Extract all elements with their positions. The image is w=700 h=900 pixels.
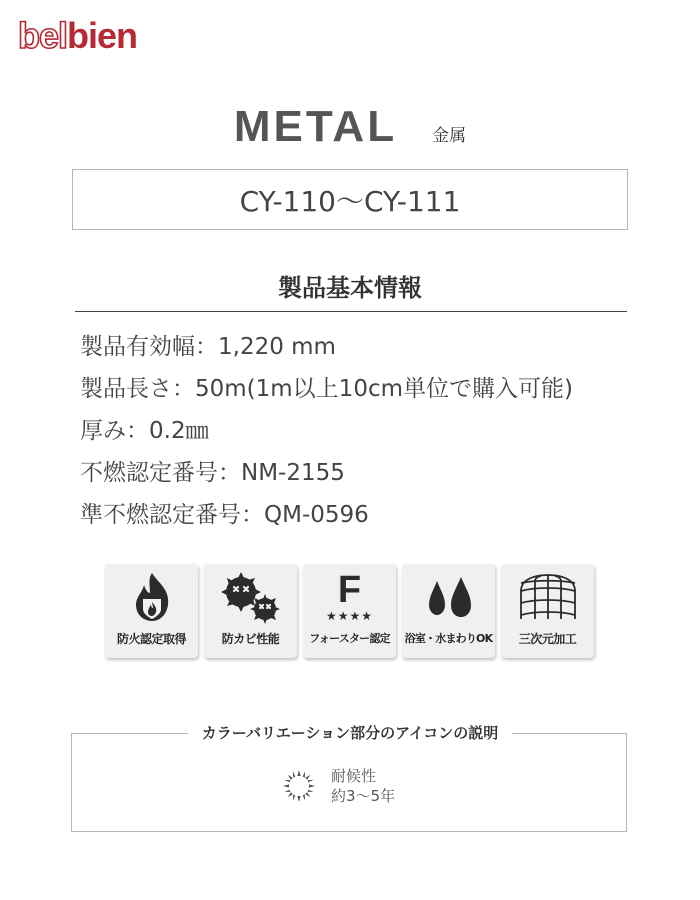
legend-value: 約3〜5年 [331, 787, 396, 805]
four-stars: ★★★★ [325, 609, 374, 623]
flame-shield-icon [128, 571, 176, 623]
feature-anti-mold [204, 564, 297, 658]
spec-fireproof-number: 不燃認定番号：NM-2155 [80, 460, 345, 486]
spec-list [80, 326, 573, 536]
feature-label: 浴室・水まわりOK [404, 632, 493, 645]
sunburst-icon [281, 768, 317, 804]
section-divider [75, 311, 627, 312]
feature-label: 三次元加工 [518, 632, 577, 646]
legend-text [331, 766, 395, 806]
feature-four-star [303, 564, 396, 658]
feature-label: フォースター認定 [309, 632, 390, 645]
legend-label: 耐候性 [331, 767, 377, 785]
feature-fire-certified [105, 564, 198, 658]
feature-water-ok [402, 564, 495, 658]
f-four-star-icon [326, 571, 373, 623]
logo-part-bien: bien [67, 15, 138, 56]
product-code-box [72, 169, 628, 230]
product-category-title [0, 102, 700, 152]
legend-item-weather-resistance [281, 766, 395, 806]
feature-icon-row [105, 564, 594, 658]
icon-legend-title [0, 722, 700, 743]
category-japanese: 金属 [432, 126, 467, 146]
f-letter: F [337, 569, 362, 611]
mold-spores-icon [215, 568, 287, 626]
product-codes: CY-110〜CY-111 [239, 184, 461, 218]
legend-title-text: カラーバリエーション部分のアイコンの説明 [188, 724, 512, 742]
spec-width: 製品有効幅：1,220 mm [80, 334, 336, 360]
brand-logo [18, 15, 138, 56]
feature-3d-processing [501, 564, 594, 658]
feature-label: 防火認定取得 [116, 632, 186, 646]
3d-grid-icon [515, 571, 581, 623]
water-drops-icon [423, 573, 475, 621]
category-english: METAL [233, 102, 398, 151]
basic-info-heading: 製品基本情報 [278, 274, 422, 302]
feature-label: 防カビ性能 [221, 632, 280, 646]
spec-thickness: 厚み：0.2㎜ [80, 418, 209, 444]
logo-part-bel: bel [18, 15, 68, 56]
spec-semi-fireproof-number: 準不燃認定番号：QM-0596 [80, 502, 369, 528]
spec-length: 製品長さ：50m(1m以上10cm単位で購入可能) [80, 376, 573, 402]
